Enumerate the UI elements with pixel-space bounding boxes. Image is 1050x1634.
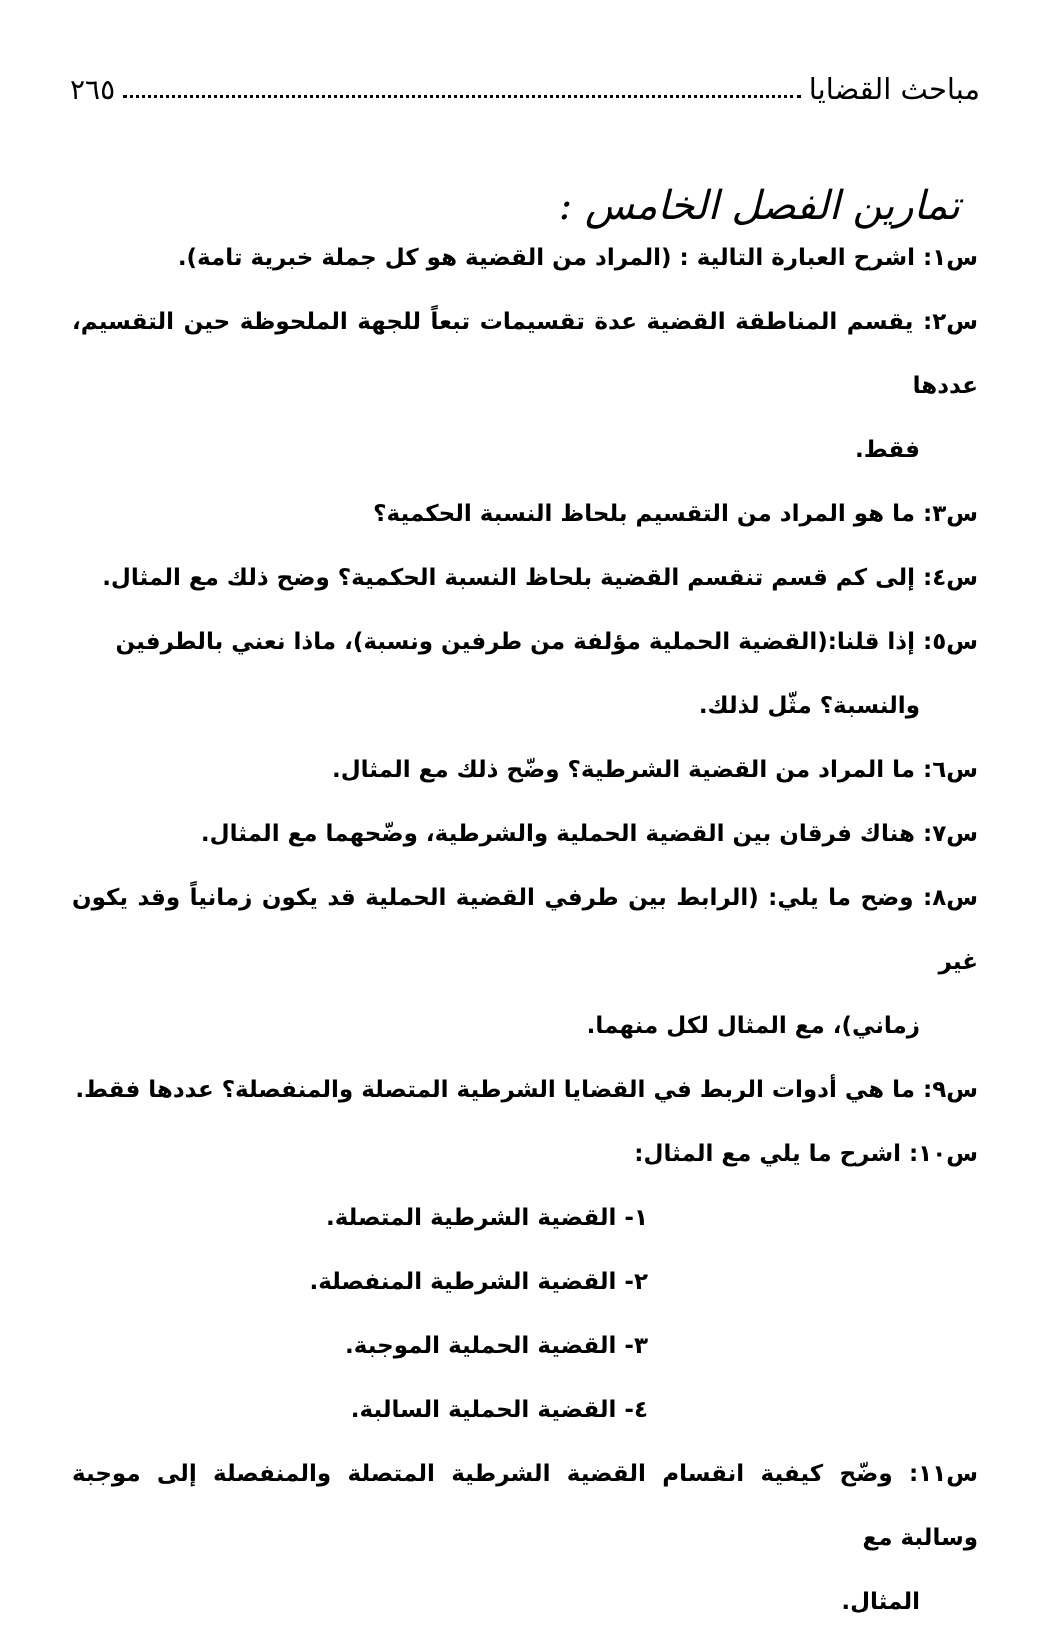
question-number: س٢: — [923, 309, 978, 335]
question-3 — [72, 482, 978, 546]
page-number: ٢٦٥ — [70, 73, 116, 106]
question-text: ما هو المراد من التقسيم بلحاظ النسبة الحكمية؟ — [373, 501, 915, 527]
list-item: ٤- القضية الحملية السالبة. — [350, 1397, 648, 1423]
question-continuation: زماني)، مع المثال لكل منهما. — [586, 1013, 920, 1039]
question-text: هناك فرقان بين القضية الحملية والشرطية، وضّحهما مع المثال. — [200, 821, 915, 847]
question-continuation: والنسبة؟ مثّل لذلك. — [698, 693, 920, 719]
question-number: س٩: — [923, 1077, 978, 1103]
question-9 — [72, 1058, 978, 1122]
list-item: ١- القضية الشرطية المتصلة. — [326, 1205, 648, 1231]
question-2 — [72, 290, 978, 482]
list-item: ٣- القضية الحملية الموجبة. — [345, 1333, 648, 1359]
question-text: يقسم المناطقة القضية عدة تقسيمات تبعاً للجهة الملحوظة حين التقسيم، عددها — [72, 309, 978, 399]
question-text: إذا قلنا:(القضية الحملية مؤلفة من طرفين ونسبة)، ماذا نعني بالطرفين — [115, 629, 915, 655]
question-text: ما المراد من القضية الشرطية؟ وضّح ذلك مع المثال. — [331, 757, 915, 783]
question-number: س٦: — [923, 757, 978, 783]
exercise-list — [72, 226, 978, 1634]
question-number: س١١: — [908, 1461, 978, 1487]
leader-dots — [123, 95, 801, 98]
question-text: إلى كم قسم تنقسم القضية بلحاظ النسبة الحكمية؟ وضح ذلك مع المثال. — [102, 565, 915, 591]
question-number: س١٠: — [908, 1141, 978, 1167]
question-5 — [72, 610, 978, 738]
question-text: وضّح كيفية انقسام القضية الشرطية المتصلة والمنفصلة إلى موجبة وسالبة مع — [72, 1461, 978, 1551]
question-text: وضح ما يلي: (الرابط بين طرفي القضية الحملية قد يكون زمانياً وقد يكون غير — [72, 885, 978, 975]
running-header — [70, 62, 980, 106]
question-8 — [72, 866, 978, 1058]
list-item: ٢- القضية الشرطية المنفصلة. — [309, 1269, 648, 1295]
question-7 — [72, 802, 978, 866]
question-6 — [72, 738, 978, 802]
question-number: س٧: — [923, 821, 978, 847]
question-10 — [72, 1122, 978, 1186]
running-header-title: مباحث القضايا — [808, 72, 980, 106]
sub-item-list — [72, 1186, 978, 1442]
question-number: س٨: — [923, 885, 978, 911]
chapter-title: تمارين الفصل الخامس : — [558, 183, 960, 230]
question-number: س٥: — [923, 629, 978, 655]
question-1 — [72, 226, 978, 290]
question-11 — [72, 1442, 978, 1634]
question-number: س١: — [923, 245, 978, 271]
question-continuation: المثال. — [841, 1589, 920, 1615]
question-number: س٤: — [923, 565, 978, 591]
question-4 — [72, 546, 978, 610]
question-text: ما هي أدوات الربط في القضايا الشرطية المتصلة والمنفصلة؟ عددها فقط. — [75, 1077, 915, 1103]
question-continuation: فقط. — [855, 437, 920, 463]
question-text: اشرح العبارة التالية : (المراد من القضية هو كل جملة خبرية تامة). — [177, 245, 915, 271]
question-number: س٣: — [923, 501, 978, 527]
question-text: اشرح ما يلي مع المثال: — [634, 1141, 901, 1167]
